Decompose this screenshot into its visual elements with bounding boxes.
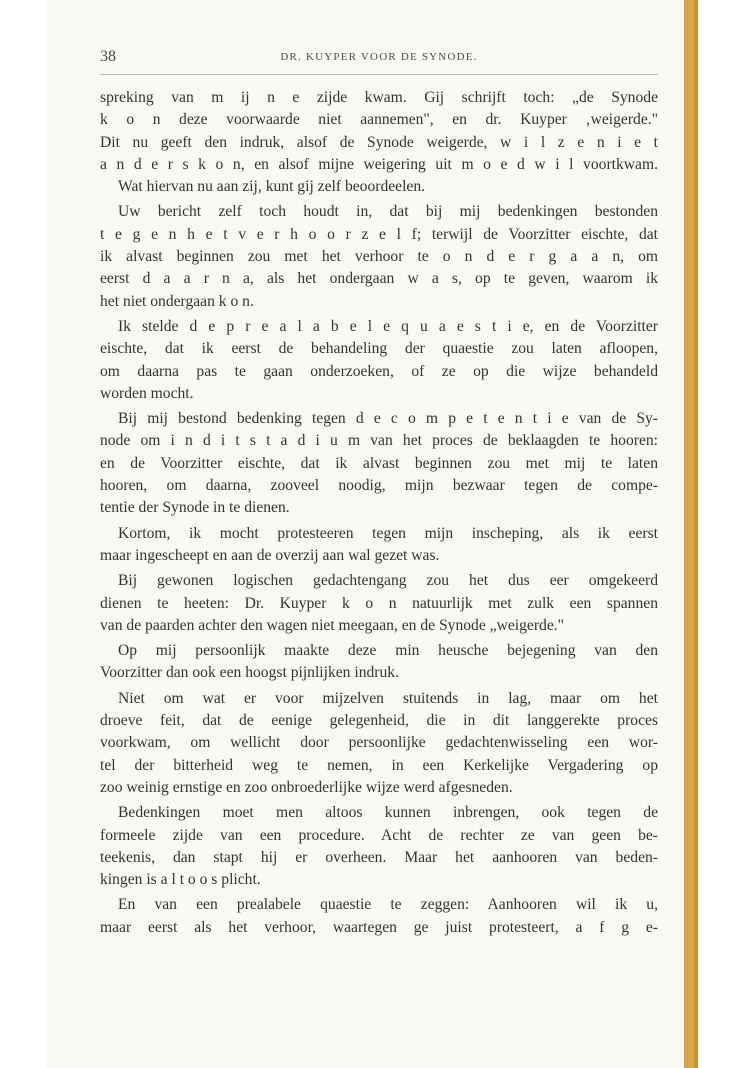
text-line: om daarna pas te gaan onderzoeken, of ze op die wijze behandeld: [100, 362, 658, 380]
text-line: hooren, om daarna, zooveel noodig, mijn bezwaar tegen de compe-: [100, 477, 658, 495]
text-line: dienen te heeten: Dr. Kuyper k o n natuurlijk met zulk een spannen: [100, 594, 658, 612]
text-line: Bedenkingen moet men altoos kunnen inbrengen, ook tegen de: [118, 804, 658, 822]
text-line: het niet ondergaan k o n.: [100, 292, 254, 310]
text-line: Op mij persoonlijk maakte deze min heusche bejegening van den: [118, 642, 658, 660]
text-line: formeele zijde van een procedure. Acht de rechter ze van geen be-: [100, 826, 658, 844]
text-line: Uw bericht zelf toch houdt in, dat bij mij bedenkingen bestonden: [118, 203, 658, 221]
text-line: tel der bitterheid weg te nemen, in een Kerkelijke Vergadering op: [100, 756, 658, 774]
body-text: [100, 87, 658, 939]
text-line: Niet om wat er voor mijzelven stuitends in lag, maar om het: [118, 689, 658, 707]
text-line: k o n deze voorwaarde niet aannemen", en dr. Kuyper ‚weigerde.": [100, 111, 658, 129]
text-line: Ik stelde d e p r e a l a b e l e q u a e s t i e, en de Voorzitter: [118, 317, 658, 335]
text-line: zoo weinig ernstige en zoo onbroederlijke wijze werd afgesneden.: [100, 778, 513, 796]
text-line: node om i n d i t s t a d i u m van het proces de beklaagden te hooren:: [100, 432, 658, 450]
text-line: ik alvast beginnen zou met het verhoor te o n d e r g a a n, om: [100, 248, 658, 266]
running-head: DR. KUYPER VOOR DE SYNODE.: [280, 51, 478, 63]
text-line: Voorzitter dan ook een hoogst pijnlijken indruk.: [100, 664, 399, 682]
page-edge-shadow: [694, 0, 698, 1068]
text-line: t e g e n h e t v e r h o o r z e l f; terwijl de Voorzitter eischte, dat: [100, 225, 658, 243]
text-line: droeve feit, dat de eenige gelegenheid, die in dit langgerekte proces: [100, 712, 658, 730]
text-line: van de paarden achter den wagen niet meegaan, en de Synode „weigerde.": [100, 616, 564, 634]
page-header: [100, 48, 658, 72]
text-line: worden mocht.: [100, 384, 194, 402]
text-line: kingen is a l t o o s plicht.: [100, 871, 261, 889]
text-line: voorkwam, om wellicht door persoonlijke gedachtenwisseling een wor-: [100, 734, 658, 752]
text-line: eerst d a a r n a, als het ondergaan w a s, op te geven, waarom ik: [100, 270, 658, 288]
text-line: a n d e r s k o n, en alsof mijne weigering uit m o e d w i l voortkwam.: [100, 155, 658, 173]
page-number: 38: [100, 48, 116, 65]
text-line: Bij mij bestond bedenking tegen d e c o m p e t e n t i e van de Sy-: [118, 410, 658, 428]
text-line: maar eerst als het verhoor, waartegen ge juist protesteert, a f g e-: [100, 918, 658, 936]
text-line: En van een prealabele quaestie te zeggen: Aanhooren wil ik u,: [118, 896, 658, 914]
text-line: Wat hiervan nu aan zij, kunt gij zelf beoordeelen.: [118, 178, 426, 196]
text-line: Dit nu geeft den indruk, alsof de Synode weigerde, w i l z e n i e t: [100, 133, 658, 151]
text-line: en de Voorzitter eischte, dat ik alvast beginnen zou met mij te laten: [100, 454, 658, 472]
text-line: teekenis, dan stapt hij er overheen. Maar het aanhooren van beden-: [100, 848, 658, 866]
text-line: eischte, dat ik eerst de behandeling der quaestie zou laten afloopen,: [100, 340, 658, 358]
header-rule: [100, 74, 658, 75]
text-line: Bij gewonen logischen gedachtengang zou het dus eer omgekeerd: [118, 572, 658, 590]
text-line: maar ingescheept en aan de overzij aan wal gezet was.: [100, 546, 440, 564]
text-line: spreking van m ij n e zijde kwam. Gij schrijft toch: „de Synode: [100, 89, 658, 106]
text-line: tentie der Synode in te dienen.: [100, 499, 290, 517]
text-line: Kortom, ik mocht protesteeren tegen mijn inscheping, als ik eerst: [118, 524, 658, 542]
